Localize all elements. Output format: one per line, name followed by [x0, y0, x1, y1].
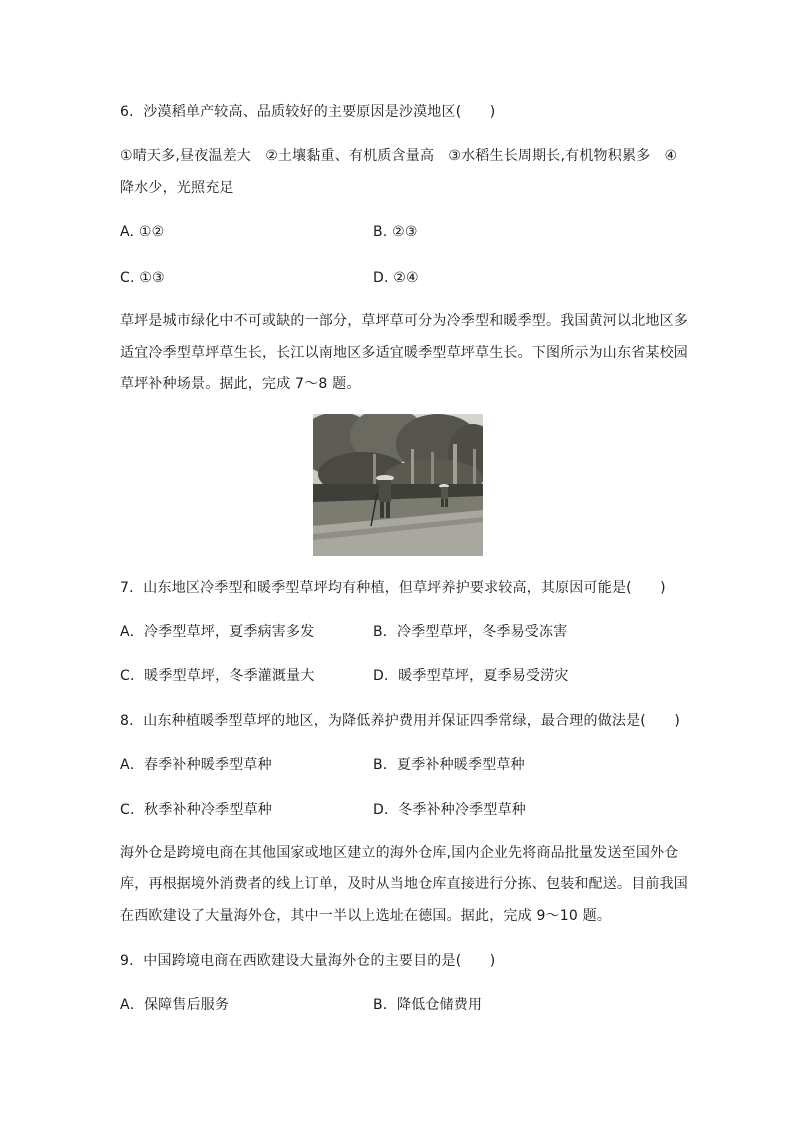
q8-option-c: C．秋季补种冷季型草种	[120, 802, 272, 818]
q6-option-row-1	[120, 222, 164, 242]
q6-option-a: A. ①②	[120, 224, 165, 240]
q8-option-a: A．春季补种暖季型草种	[120, 757, 272, 773]
q8-stem: 8．山东种植暖季型草坪的地区，为降低养护费用并保证四季常绿，最合理的做法是( )	[120, 713, 681, 729]
q7-option-d: D．暖季型草坪，夏季易受涝灾	[373, 668, 569, 684]
q7-option-a: A．冷季型草坪，夏季病害多发	[120, 624, 315, 640]
q7-option-c: C．暖季型草坪，冬季灌溉量大	[120, 668, 315, 684]
passage1-line2: 适宜冷季型草坪草生长，长江以南地区多适宜暖季型草坪草生长。下图所示为山东省某校园	[120, 345, 688, 361]
q6-desc-line2: 降水少，光照充足	[120, 180, 234, 196]
passage1-line3: 草坪补种场景。据此，完成 7～8 题。	[120, 376, 361, 392]
q8-option-b: B．夏季补种暖季型草种	[373, 757, 525, 773]
lawn-reseeding-photo	[313, 414, 483, 556]
q8-option-d: D．冬季补种冷季型草种	[373, 802, 526, 818]
q7-option-b: B．冷季型草坪，冬季易受冻害	[373, 624, 568, 640]
passage2-line2: 库，再根据境外消费者的线上订单，及时从当地仓库直接进行分拣、包装和配送。目前我国	[120, 876, 688, 892]
lawn-photo-illustration	[313, 414, 483, 556]
q6-stem: 6．沙漠稻单产较高、品质较好的主要原因是沙漠地区( )	[120, 104, 496, 120]
q6-option-c: C. ①③	[120, 270, 165, 286]
q6-option-b: B. ②③	[373, 224, 418, 240]
passage2-line1: 海外仓是跨境电商在其他国家或地区建立的海外仓库,国内企业先将商品批量发送至国外仓	[120, 845, 679, 861]
q9-stem: 9．中国跨境电商在西欧建设大量海外仓的主要目的是( )	[120, 953, 496, 969]
q6-desc-line1: ①晴天多,昼夜温差大 ②土壤黏重、有机质含量高 ③水稻生长周期长,有机物积累多 ④	[120, 148, 678, 164]
passage1-line1: 草坪是城市绿化中不可或缺的一部分，草坪草可分为冷季型和暖季型。我国黄河以北地区多	[120, 313, 688, 329]
q6-option-d: D. ②④	[373, 270, 419, 286]
q7-stem: 7．山东地区冷季型和暖季型草坪均有种植，但草坪养护要求较高，其原因可能是( )	[120, 580, 666, 596]
passage2-line3: 在西欧建设了大量海外仓，其中一半以上选址在德国。据此，完成 9～10 题。	[120, 908, 612, 924]
q9-option-a: A．保障售后服务	[120, 997, 230, 1013]
q9-option-b: B．降低仓储费用	[373, 997, 483, 1013]
